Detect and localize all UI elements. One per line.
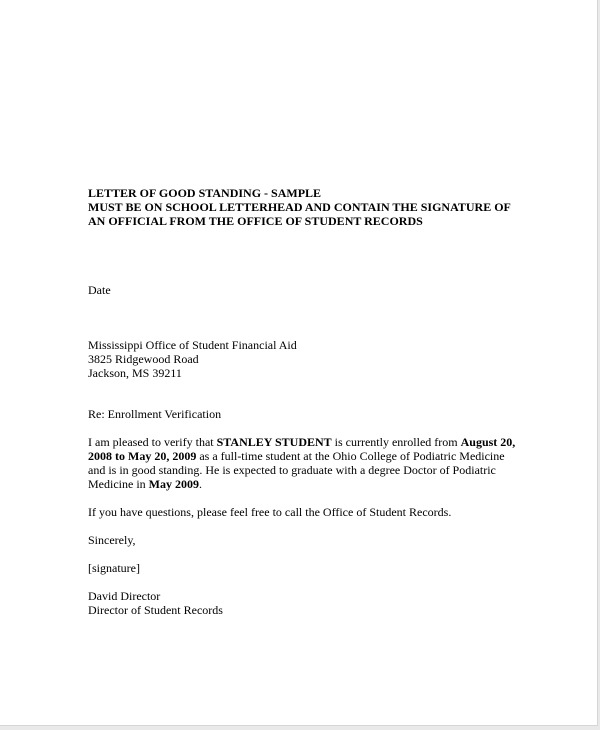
signature-placeholder: [signature]: [88, 561, 140, 575]
recipient-name: Mississippi Office of Student Financial Aid: [88, 338, 297, 352]
signer-block: [88, 589, 528, 617]
recipient-street: 3825 Ridgewood Road: [88, 352, 199, 366]
graduation-date: May 2009: [148, 477, 199, 491]
letter-heading: [88, 186, 528, 228]
paragraph1-text-4: and is in good standing. He is expected to graduate with a degree Doctor of Podiatric: [88, 463, 496, 477]
signer-title: Director of Student Records: [88, 603, 223, 617]
recipient-city: Jackson, MS 39211: [88, 366, 182, 380]
letter-content: [88, 186, 528, 617]
paragraph1-text-2: is currently enrolled from: [331, 435, 461, 449]
recipient-address: [88, 338, 528, 380]
paragraph1-text-6: .: [198, 477, 202, 491]
verification-paragraph: [88, 435, 528, 491]
paragraph1-text-3: as a full-time student at the Ohio College of Podiatric Medicine: [196, 449, 505, 463]
date-label: Date: [88, 283, 111, 297]
paragraph1-text-5: Medicine in: [88, 477, 149, 491]
heading-line-1: LETTER OF GOOD STANDING - SAMPLE: [88, 186, 322, 200]
closing: Sincerely,: [88, 533, 136, 547]
enrollment-start: August 20,: [460, 435, 516, 449]
subject-line: Re: Enrollment Verification: [88, 407, 222, 421]
heading-line-2: MUST BE ON SCHOOL LETTERHEAD AND CONTAIN THE SIGNATURE OF: [88, 200, 511, 214]
signer-name: David Director: [88, 589, 161, 603]
heading-line-3: AN OFFICIAL FROM THE OFFICE OF STUDENT RECORDS: [88, 214, 423, 228]
contact-paragraph: If you have questions, please feel free to call the Office of Student Records.: [88, 505, 452, 519]
student-name: STANLEY STUDENT: [216, 435, 332, 449]
enrollment-period: 2008 to May 20, 2009: [88, 449, 197, 463]
paragraph1-text-1: I am pleased to verify that: [88, 435, 217, 449]
